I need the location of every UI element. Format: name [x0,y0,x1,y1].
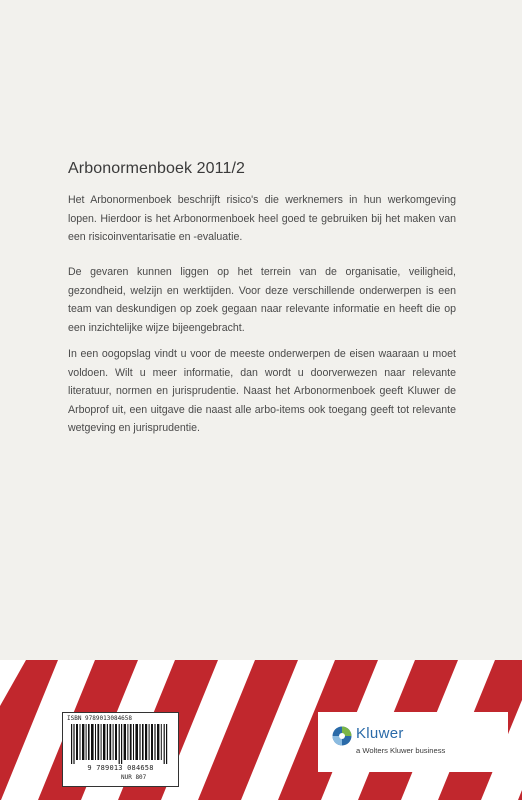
stripe [0,660,26,706]
publisher-logo-box [318,712,508,772]
description-paragraph-2: De gevaren kunnen liggen op het terrein van de organisatie, veiligheid, gezondheid, welzijn en werktijden. Voor deze verschillende onderwerpen is een team van deskundigen op zoek gegaan naar relevante informatie en heeft die op een inzichtelijke wijze bijeengebracht. [68,266,456,334]
barcode-digits: 9 789013 084658 [87,764,154,772]
book-title: Arbonormenboek 2011/2 [68,160,246,177]
kluwer-logo-icon [332,726,352,746]
isbn-barcode [62,712,179,787]
barcode-bars [71,724,170,764]
publisher-name: Kluwer [356,725,404,742]
isbn-label: ISBN 9789013084658 [67,715,133,722]
description-paragraph-1: Het Arbonormenboek beschrijft risico's die werknemers in hun werkomgeving lopen. Hierdoor is het Arbonormenboek heel goed te gebruiken bij het maken van een risicoinventarisatie en -evaluatie. [68,194,456,243]
nur-code: NUR 807 [121,774,147,781]
publisher-tagline: a Wolters Kluwer business [356,746,446,755]
description-paragraph-3: In een oogopslag vindt u voor de meeste onderwerpen de eisen waaraan u moet voldoen. Wilt u meer informatie, dan wordt u doorverwezen naar relevante literatuur, normen en jurisprudentie. Naast het Arbonormenboek geeft Kluwer de Arboprof uit, een uitgave die naast alle arbo-items ook toegang geeft tot relevante wetgeving en jurisprudentie. [68,348,456,434]
